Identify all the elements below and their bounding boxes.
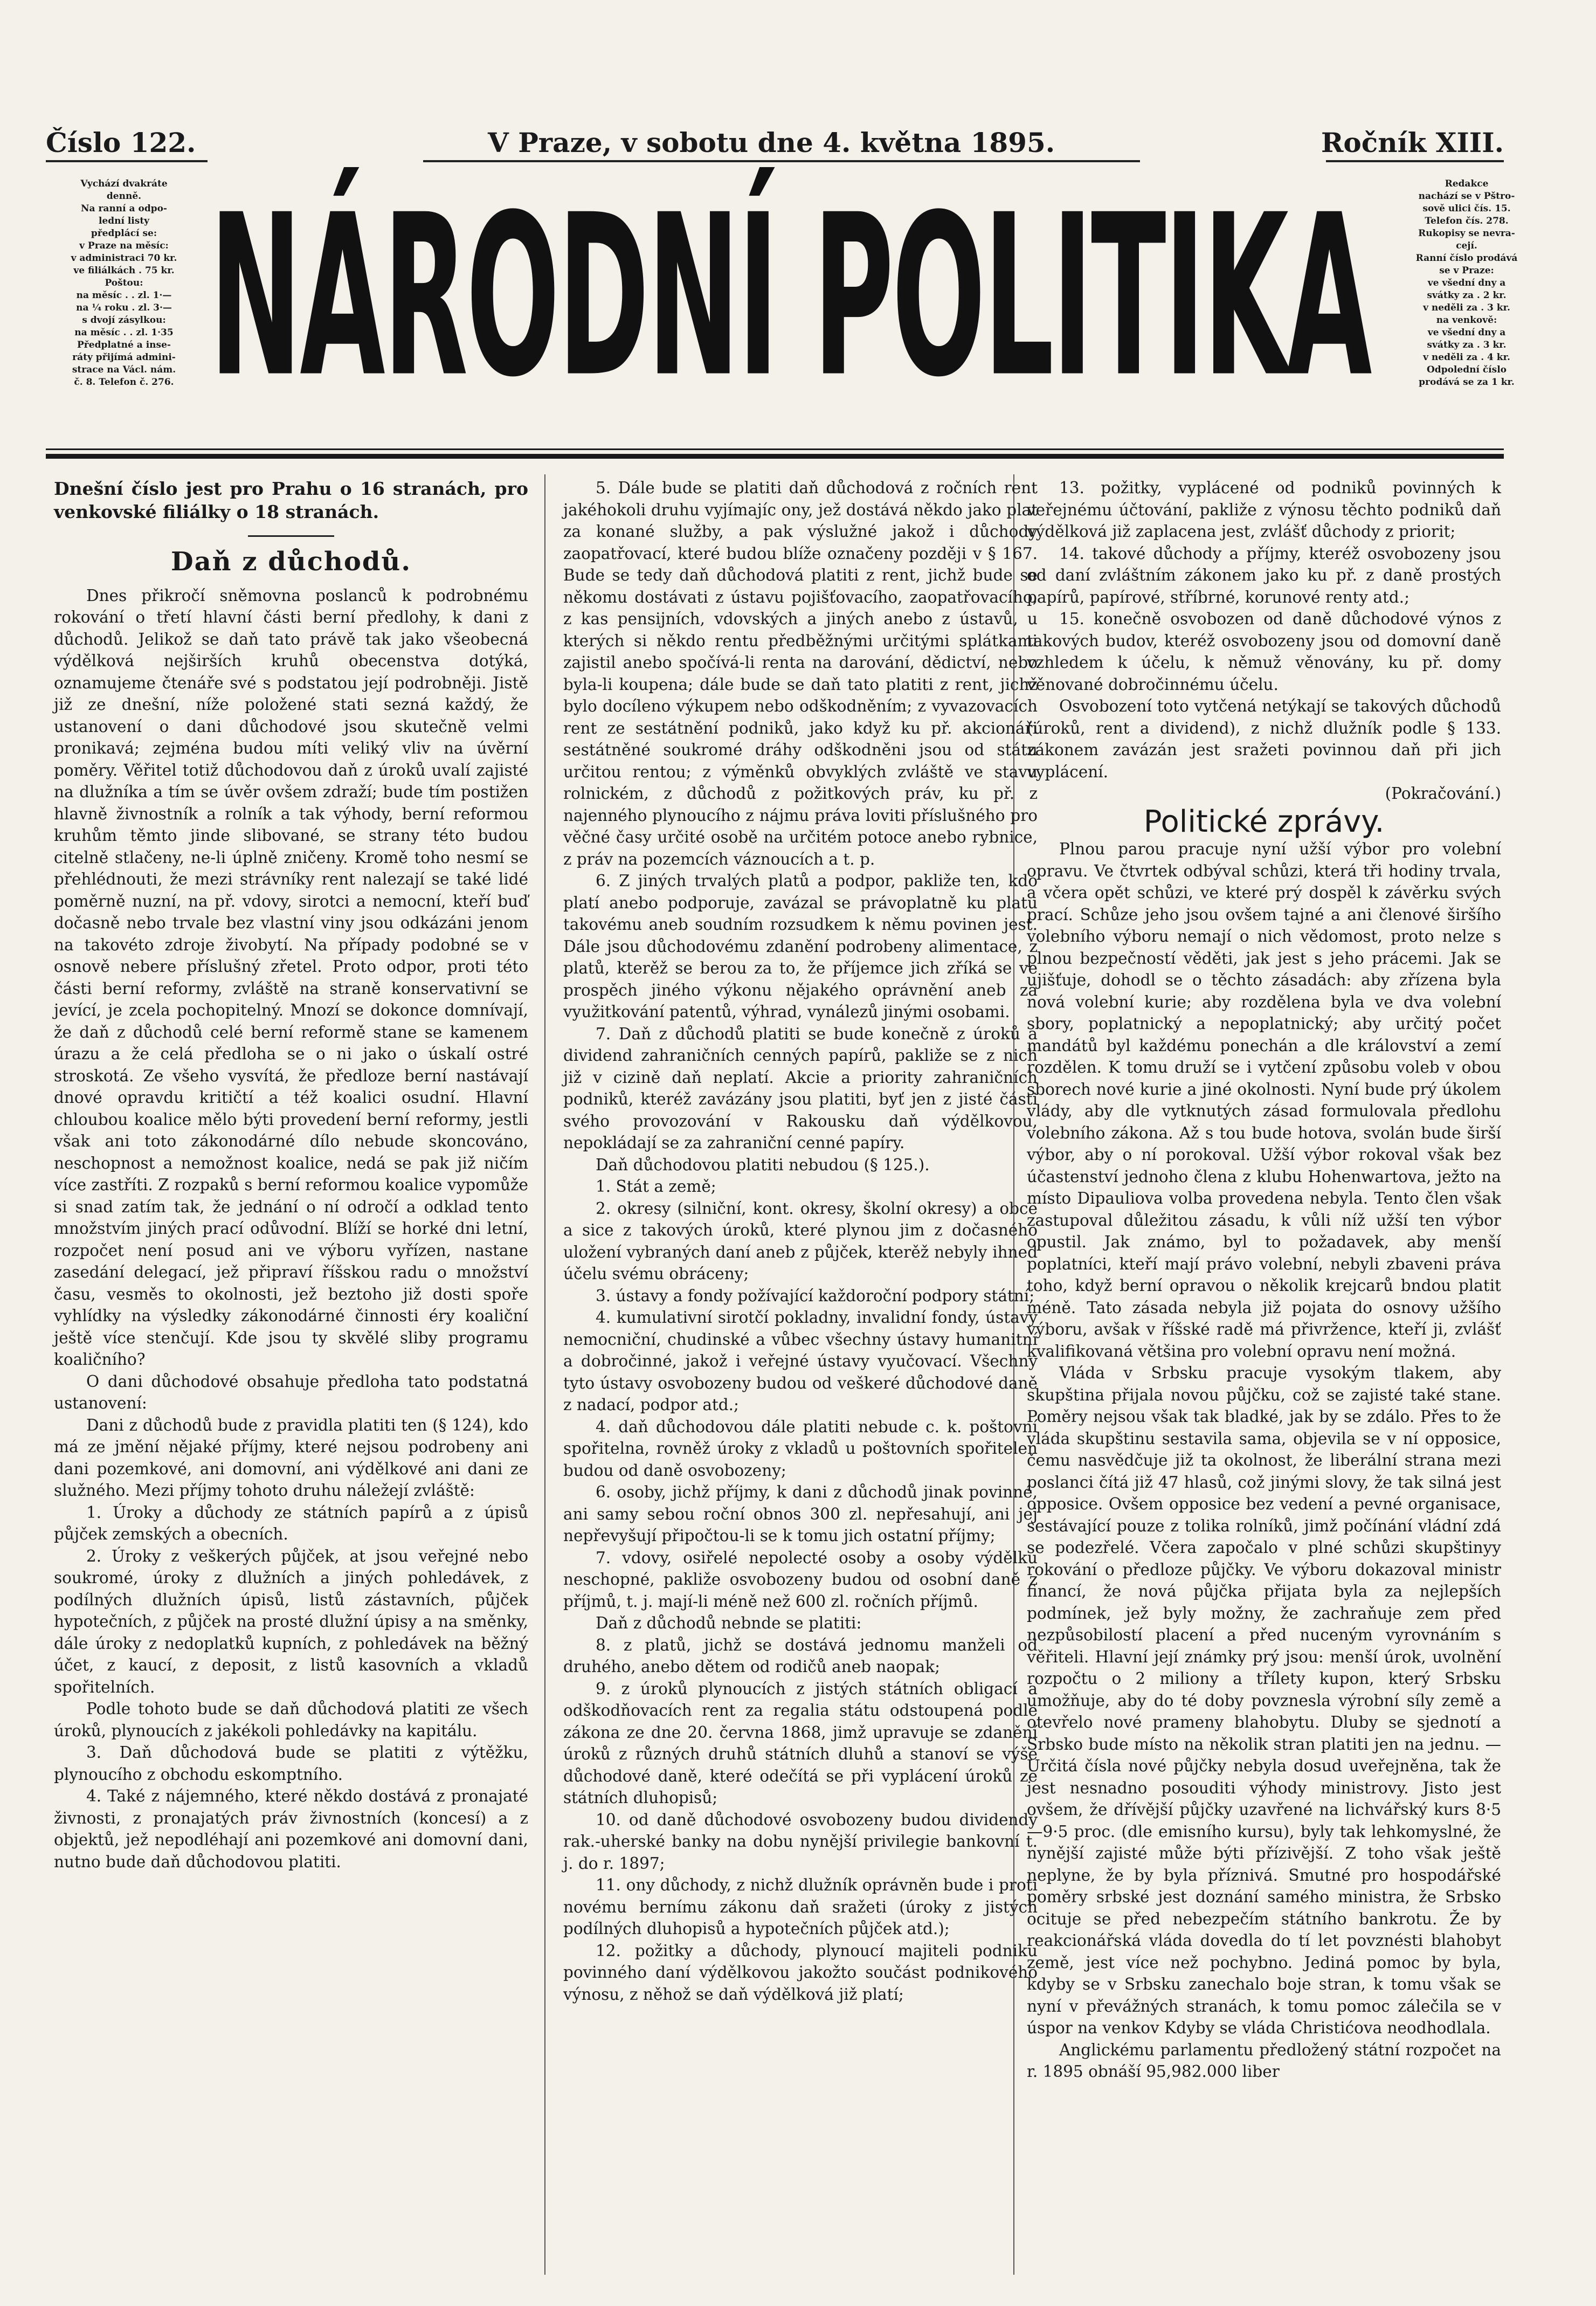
paragraph: Podle tohoto bude se daň důchodová platiti ze všech úroků, plynoucích z jakékoli pohledávky na kapitálu. [54,1700,528,1740]
info-line: svátky za . 2 kr. [1427,290,1507,301]
paragraph: Osvobození toto vytčená netýkají se takových důchodů (úroků, rent a dividend), z nichž dlužník podle § 133. zákonem zavázán jest sražeti povinnou daň při jich vyplácení. [1027,697,1501,781]
paragraph: Vláda v Srbsku pracuje vysokým tlakem, aby skupština přijala novou půjčku, což se zajisté také stane. Poměry nejsou však tak bladké, jak by se zdálo. Přes to že vláda skupštinu sestavila sama, objevila se v ní opposice, čemu nasvědčuje již ta okolnost, že liberální strana mezi poslanci čítá již 47 hlasů, což jinými slovy, že tak silná jest opposice. Ovšem opposice bez vedení a pevné organisace, sestávající pouze z tolika rolníků, jimž počínání vládní zdá se podezřelé. Včera započalo v plné schůzi skupštinyy rokování o předloze půjčky. Ve výboru dokazoval ministr financí, že nová půjčka přijata byla za nejlepších podmínek, jež byly možny, že zachraňuje zem před nezpůsobilostí placení a před nuceným vyrovnáním s věřiteli. Hlavní její známky prý jsou: menší úrok, uvolnění rozpočtu o 2 miliony a třílety kupon, který Srbsku umožňuje, aby do té doby povznesla výrobní síly země a otevřelo nové prameny blahobytu. Dluby se sjednotí a Srbsko bude místo na několik stran platiti jen na jednu. — Určitá čísla nové půjčky nebyla dosud uveřejněna, tak že jest nesnadno posouditi výhody ministrovy. Jisto jest ovšem, že dřívější půjčky uzavřené na lichvářský kurs 8·5—9·5 proc. (dle emisního kursu), byly tak lehkomyslné, že nynější zajisté může býti přízivější. Z toho však ještě neplyne, že by byla příznivá. Smutné pro hospodářské poměry srbské jest doznání samého ministra, že Srbsko ocituje se před nebezpečím státního bankrotu. Že by reakcionářská vláda dovedla do tí let povznésti blahobyt země, jest více než pochybno. Jediná pomoc by byla, kdyby se v Srbsku zanechalo boje stran, k tomu však se nyní v převážných stranách, k tomu pomoc zálečila se v úspor na venkov Kdyby se vláda Christićova neodhodlala. [1027,1364,1501,2037]
paragraph: 1. Stát a země; [596,1177,716,1196]
issue-underline [46,160,208,162]
info-line: sově ulici čís. 15. [1422,203,1511,214]
info-line: prodává se za 1 kr. [1419,377,1515,388]
info-line: lední listy [98,216,150,226]
paragraph: 7. Daň z důchodů platiti se bude konečně z úroků a dividend zahraničních cenných papírů, pakliže se z nich již v cizině daň neplatí. Akcie a priority zahraničních podniků, kteréž zavázány jsou platiti, byť jen z jisté části svého provozování v Rakousku daň výdělkovou, nepokládají se za zahraniční cenné papíry. [563,1024,1038,1152]
column-2 [563,477,1038,2005]
info-line: Na ranní a odpo- [81,203,167,214]
column-1 [54,477,528,1873]
paragraph: Anglickému parlamentu předložený státní rozpočet na r. 1895 obnáší 95,982.000 liber [1027,2040,1501,2081]
paragraph: Daň z důchodů nebnde se platiti: [596,1614,862,1632]
paragraph: 4. Také z nájemného, které někdo dostává z pronajaté živnosti, z pronajatých práv živnostních (koncesí) a z objektů, jež nepodléhají ani pozemkové ani domovní dani, nutno bude daň důchodovou platiti. [54,1787,528,1871]
paragraph: 14. takové důchody a příjmy, kteréž osvobozeny jsou od daní zvláštním zákonem jako ku př. z daně prostých papírů, papírové, stříbrné, korunové renty atd.; [1027,544,1501,606]
paragraph: Dnes přikročí sněmovna poslanců k podrobnému rokování o třetí hlavní části berní předlohy, k dani z důchodů. Jelikož se daň tato právě tak jako všeobecná výdělková nejširších kruhů obecenstva dotýká, oznamujeme čtenáře své s podstatou její podrobněji. Jistě již ze dnešní, níže položené stati sezná každý, že ustanovení o dani důchodové jsou skutečně velmi pronikavá; zejména budou míti veliký vliv na úvěrní poměry. Věřitel totiž důchodovou daň z úroků uvalí zajisté na dlužníka a tím se úvěr ovšem zdraží; bude tím postižen hlavně živnostník a rolník a tak výhody, berní reformou kruhům těmto jinde slibované, se strany této budou citelně stlačeny, ne-li úplně zničeny. Kromě toho nesmí se přehlédnouti, že mezi strávníky rent nalezají se také lidé poměrně nuzní, na př. vdovy, sirotci a nemocní, kteří buď dočasně nebo trvale bez vlastní viny jsou odkázáni jenom na takovéto zdroje živobytí. Na případy podobné se v osnově nebere příslušný zřetel. Proto odpor, proti této části berní reformy, zvláště na straně konservativní se jevící, je zcela pochopitelný. Mnozí se dokonce domnívají, že daň z důchodů celé berní reformě stane se kamenem úrazu a že celá předloha se o ni jako o úskalí ostré stroskotá. Ze všeho vysvítá, že předloze berní nastávají dnové opravdu kritičtí a též koalici osudní. Hlavní chloubou koalice mělo býti provedení berní reformy, jestli však ani toto zákonodárné dílo nebude skoncováno, neschopnost a nemožnost koalice, nedá se pak již ničím více zastříti. Z rozpaků s berní reformou koalice vypomůže si snad zatím tak, že jednání o ní odročí a odklad tento množstvím jiných prací odůvodní. Blíží se horké dni letní, rozpočet není posud ani ve výboru vyřízen, nastane zasedání delegací, jež připraví říšskou radu o množství času, vesměs to okolnosti, jež beztoho již dosti spoře vyhlídky na výsledky zákonodárné činnosti éry koaliční ještě více stenčují. Kde jsou ty skvělé sliby programu koaličního? [54,586,528,1369]
subscription-info [43,178,205,389]
page-count-notice: Dnešní číslo jest pro Prahu o 16 stranách, pro venkovské filiálky o 18 stranách. [54,478,528,522]
paragraph: 11. ony důchody, z nichž dlužník oprávněn bude i proti novému bernímu zákonu daň sražeti (úroky z jistých podílných dluhopisů a hypotečních půjček atd.); [563,1876,1038,1938]
place-date: V Praze, v sobotu dne 4. května 1895. [488,127,1055,158]
paragraph: 1. Úroky a důchody ze státních papírů a z úpisů půjček zemských a obecních. [54,1503,528,1543]
masthead-rule-thin [46,448,1504,450]
issue-number: Číslo 122. [46,127,196,158]
divider [248,535,334,537]
info-line: na ¼ roku . zl. 3·— [76,302,172,313]
info-line: v Praze na měsíc: [79,240,169,251]
info-line: ve všední dny a [1427,278,1506,288]
paragraph: 10. od daně důchodové osvobozeny budou dividendy rak.-uherské banky na dobu nynější privilegie bankovní t. j. do r. 1897; [563,1810,1038,1873]
info-line: ve filiálkách . 75 kr. [73,265,175,276]
paragraph: 2. okresy (silniční, kont. okresy, školní okresy) a obce a sice z takových úroků, které plynou jim z dočasného uložení vybraných daní aneb z půjček, kterěž nebyly ihned účelu svému obráceny; [563,1199,1038,1283]
paragraph: 13. požitky, vyplácené od podniků povinných k veřejnému účtování, pakliže z výnosu těchto podniků daň výdělková již zaplacena jest, zvlášť důchody z priorit; [1027,479,1501,541]
paragraph: 2. Úroky z veškerých půjček, at jsou veřejné nebo soukromé, úroky z dlužních a jiných pohledávek, z podílných dlužních úpisů, listů zástavních, půjček hypotečních, z půjček na prosté dlužní úpisy a na směnky, dále úroky z nedoplatků kupních, z pohledávek na běžný účet, z kaucí, z deposit, z listů kasovních a vkladů spořitelních. [54,1546,528,1696]
info-line: v neděli za . 3 kr. [1423,302,1510,313]
section-title: Politické zprávy. [1143,804,1385,839]
paragraph: 6. osoby, jichž příjmy, k dani z důchodů jinak povinné, ani samy sebou roční obnos 300 zl. nepřesahují, ani jej nepřevyšují připočtou-li se k tomu jich ostatní příjmy; [563,1483,1038,1545]
header-topline [46,127,1504,164]
info-line: denně. [106,191,142,202]
info-line: se v Praze: [1439,265,1494,276]
continued-note: (Pokračování.) [1385,784,1501,803]
info-line: ve všední dny a [1427,327,1506,338]
paragraph: 15. konečně osvobozen od daně důchodové výnos z takových budov, kteréž osvobozeny jsou od domovní daně vzhledem k účelu, k němuž věnovány, ku př. domy věnované dobročinnému účelu. [1027,610,1501,694]
paragraph: 9. z úroků plynoucích z jistých státních obligací a odškodňovacích rent za regalia státu odstoupená podle zákona ze dne 20. června 1868, jimž upravuje se zdanění úroků z různých druhů státních dluhů a stanoví se výše důchodové daně, které odečítá se při vyplácení úroků ze státních dluhopisů; [563,1679,1038,1807]
paragraph: 8. z platů, jichž se dostává jednomu manželi od druhého, anebo dětem od rodičů aneb naopak; [563,1635,1038,1676]
paragraph: 7. vdovy, osiřelé nepolecté osoby a osoby výdělku neschopné, pakliže osvobozeny budou od osobní daně z příjmů, t. j. mají-li méně než 600 zl. ročních příjmů. [563,1548,1038,1611]
paragraph: Daň důchodovou platiti nebudou (§ 125.). [596,1155,930,1174]
info-line: Rukopisy se nevra- [1418,228,1515,239]
masthead [209,162,1370,431]
paragraph: 4. kumulativní sirotčí pokladny, invalidní fondy, ústavy nemocniční, chudinské a vůbec všechny ústavy humanitní a dobročinné, jakož i veřejné ústavy vyučovací. Všechny tyto ústavy osvobozeny budou od veškeré důchodové daně z nadací, podpor atd.; [563,1308,1038,1414]
paragraph: 4. daň důchodovou dále platiti nebude c. k. poštovní spořitelna, rovněž úroky z vkladů u poštovních spořitelen budou od daně osvobozeny; [563,1417,1038,1480]
volume-number: Ročník XIII. [1321,127,1504,158]
info-line: Vychází dvakráte [80,178,168,189]
info-line: na venkově: [1436,315,1497,326]
paragraph: 6. Z jiných trvalých platů a podpor, pakliže ten, kdo platí anebo podporuje, zavázal se právoplatně ku platu takovému aneb soudním rozsudkem k němu povinen jest. Dále jsou důchodovému zdanění podrobeny alimentace, z platů, kterěž se berou za to, že příjemce jich zříká se ve prospěch jiného výkonu nějakého oprávnění aneb za využitkování patentů, výhrad, vynálezů jinými osobami. [563,872,1038,1021]
paragraph: 3. ústavy a fondy požívající každoroční podpory státní; [596,1286,1035,1305]
info-line: s dvojí zásylkou: [82,315,166,326]
paragraph: 12. požitky a důchody, plynoucí majiteli podniku povinného daní výdělkovou jakožto součást podnikového výnosu, z něhož se daň výdělková již platí; [563,1941,1038,2004]
paragraph: O dani důchodové obsahuje předloha tato podstatná ustanovení: [54,1372,528,1412]
info-line: Poštou: [105,278,143,288]
info-line: na měsíc . . zl. 1·35 [74,327,174,338]
info-line: Telefon čís. 278. [1425,216,1509,226]
paragraph: 3. Daň důchodová bude se platiti z výtěžku, plynoucího z obchodu eskomptního. [54,1743,528,1784]
info-line: předplácí se: [91,228,157,239]
info-line: v administraci 70 kr. [71,253,177,264]
article-title: Daň z důchodů. [170,547,412,577]
info-line: cejí. [1456,240,1477,251]
column-3 [1027,477,1501,2083]
info-line: v neděli za . 4 kr. [1423,352,1510,363]
info-line: na měsíc . . zl. 1·— [76,290,172,301]
info-line: Ranní číslo prodává [1415,253,1518,264]
paragraph: Plnou parou pracuje nyní užší výbor pro volební opravu. Ve čtvrtek odbýval schůzi, která tři hodiny trvala, a včera opět schůzi, ve které prý dospěl k závěrku svých prací. Schůze jeho jsou ovšem tajné a ani členové širšího volebního výboru nemají o nich vědomost, proto nelze s plnou bezpečností věděti, jak jest s jeho prácemi. Jak se ujišťuje, dohodl se o těchto zásadách: aby zřízena byla nová volební kurie; aby rozdělena byla ve dva volební sbory, poplatnický a nepoplatnický; aby určitý počet mandátů byl každému ponechán a dle království a zemí rozdělen. K tomu druží se i vytčení způsobu voleb v obou sborech nové kurie a jiné okolnosti. Nyní bude prý úkolem vlády, aby dle vytknutých zásad formulovala předlohu volebního zákona. Až s tou bude hotova, svolán bude širší výbor, aby o ní porokoval. Užší výbor rokoval však bez účastenství jednoho člena z klubu Hohenwartova, ježto na místo Dipauliova volba provedena nebyla. Tento člen však zastupoval důležitou zásadu, k vůli níž užší ten výbor opustil. Jak známo, byl to požadavek, aby menší poplatníci, kteří mají právo volební, nebyli zbaveni práva toho, když berní opravou o několik krejcarů bndou platit méně. Tato zásada nebyla již pojata do osnovy užšího výboru, avšak v říšské radě má přivržence, kteří ji, zvlášť kvalifikovaná většina pro volební opravu není možná. [1027,840,1501,1361]
newspaper-title: NÁRODNÍ POLITIKA [209,167,1370,426]
info-line: Předplatné a inse- [77,340,171,350]
column-divider [544,474,545,2275]
info-line: svátky za . 3 kr. [1427,340,1507,350]
info-line: strace na Václ. nám. [72,364,176,375]
info-line: Odpolední číslo [1427,364,1507,375]
masthead-rule-thick [46,454,1504,459]
info-line: ráty přijímá admini- [72,352,176,363]
editorial-info [1386,178,1547,389]
paragraph: Dani z důchodů bude z pravidla platiti ten (§ 124), kdo má ze jmění nějaké příjmy, které nejsou podrobeny ani dani pozemkové, ani domovní, ani výdělkové ani dani ze služného. Mezi příjmy tohoto druhu náležejí zvláště: [54,1416,528,1500]
info-line: č. 8. Telefon č. 276. [74,377,174,388]
paragraph: 5. Dále bude se platiti daň důchodová z ročních rent jakéhokoli druhu vyjímajíc ony, jež dostává někdo jako plat za konané služby, a pak výslužné jakož i důchody zaopatřovací, které budou blíže označeny později v § 167. Bude se tedy daň důchodová platiti z rent, jichž bude se někomu dostávati z ústavu pojišťovacího, zaopatřovacího, z kas pensijních, vdovských a jiných anebo z ústavů, u kterých si někdo rentu předběžnými určitými splátkami zajistil anebo spočívá-li renta na darování, dědictví, nebo byla-li koupena; dále bude se daň tato platiti z rent, jichž bylo docíleno výkupem nebo odškodněním; z vyvazovacích rent ze sestátnění podniků, jako když ku př. akcionáři sestátněné soukromé dráhy odškodněni jsou od státu určitou rentou; z výměnků obvyklých zvláště ve stavu rolnickém, z důchodů z požitkových práv, ku př. z najenného plynoucího z nájmu práva loviti příslušného pro věčné časy určité osobě na určitém potoce anebo rybnice, z práv na pozemcích váznoucích a t. p. [563,479,1038,868]
info-line: nachází se v Pštro- [1418,191,1515,202]
info-line: Redakce [1445,178,1489,189]
